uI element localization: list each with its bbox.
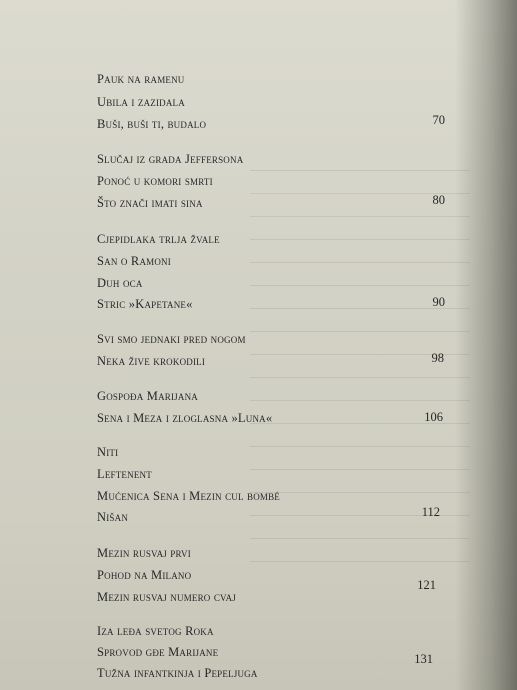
page-number: 90 xyxy=(432,295,445,309)
page-number: 121 xyxy=(417,578,436,592)
toc-entry: Niti xyxy=(97,445,119,459)
toc-entry: Svi smo jednaki pred nogom xyxy=(97,332,246,346)
toc-entry: Sprovod gđe Marijane xyxy=(97,645,219,659)
page-number: 106 xyxy=(424,410,443,424)
toc-entry: Slučaj iz grada Jeffersona xyxy=(97,152,244,166)
page-number: 112 xyxy=(421,505,440,519)
toc-entry: Buši, buši ti, budalo xyxy=(97,117,207,131)
toc-entry: Pohod na Milano xyxy=(97,568,192,582)
toc-entry: Mezin rusvaj prvi xyxy=(97,546,191,560)
page-number: 70 xyxy=(432,113,445,127)
toc-entry: Tužna infantkinja i Pepeljuga xyxy=(97,666,258,680)
toc-entry: Što znači imati sina xyxy=(97,196,203,210)
toc-entry: Ponoć u komori smrti xyxy=(97,174,213,188)
toc-entry: Stric »Kapetane« xyxy=(97,297,193,311)
toc-entry: Leftenent xyxy=(97,467,152,481)
page-number: 80 xyxy=(432,193,445,207)
toc-entry: Iza leđa svetog Roka xyxy=(97,624,214,638)
toc-entry: Nišan xyxy=(97,510,129,524)
page-number: 131 xyxy=(414,652,433,666)
toc-entry: Sena i Meza i zloglasna »Luna« xyxy=(97,411,273,425)
toc-entry: San o Ramoni xyxy=(97,254,171,268)
toc-entry: Gospođa Marijana xyxy=(97,389,198,403)
toc-entry: Ubila i zazidala xyxy=(97,95,185,109)
toc-entry: Mezin rusvaj numero cvaj xyxy=(97,590,236,604)
toc-entry: Cjepidlaka trlja žvale xyxy=(97,232,220,246)
toc-entry: Mućenica Sena i Mezin cul bombé xyxy=(97,489,280,503)
toc-entry: Neka žive krokodili xyxy=(97,354,206,368)
toc-entry: Duh oca xyxy=(97,276,143,290)
toc-entry: Pauk na ramenu xyxy=(97,72,185,86)
page-number: 98 xyxy=(431,351,444,365)
